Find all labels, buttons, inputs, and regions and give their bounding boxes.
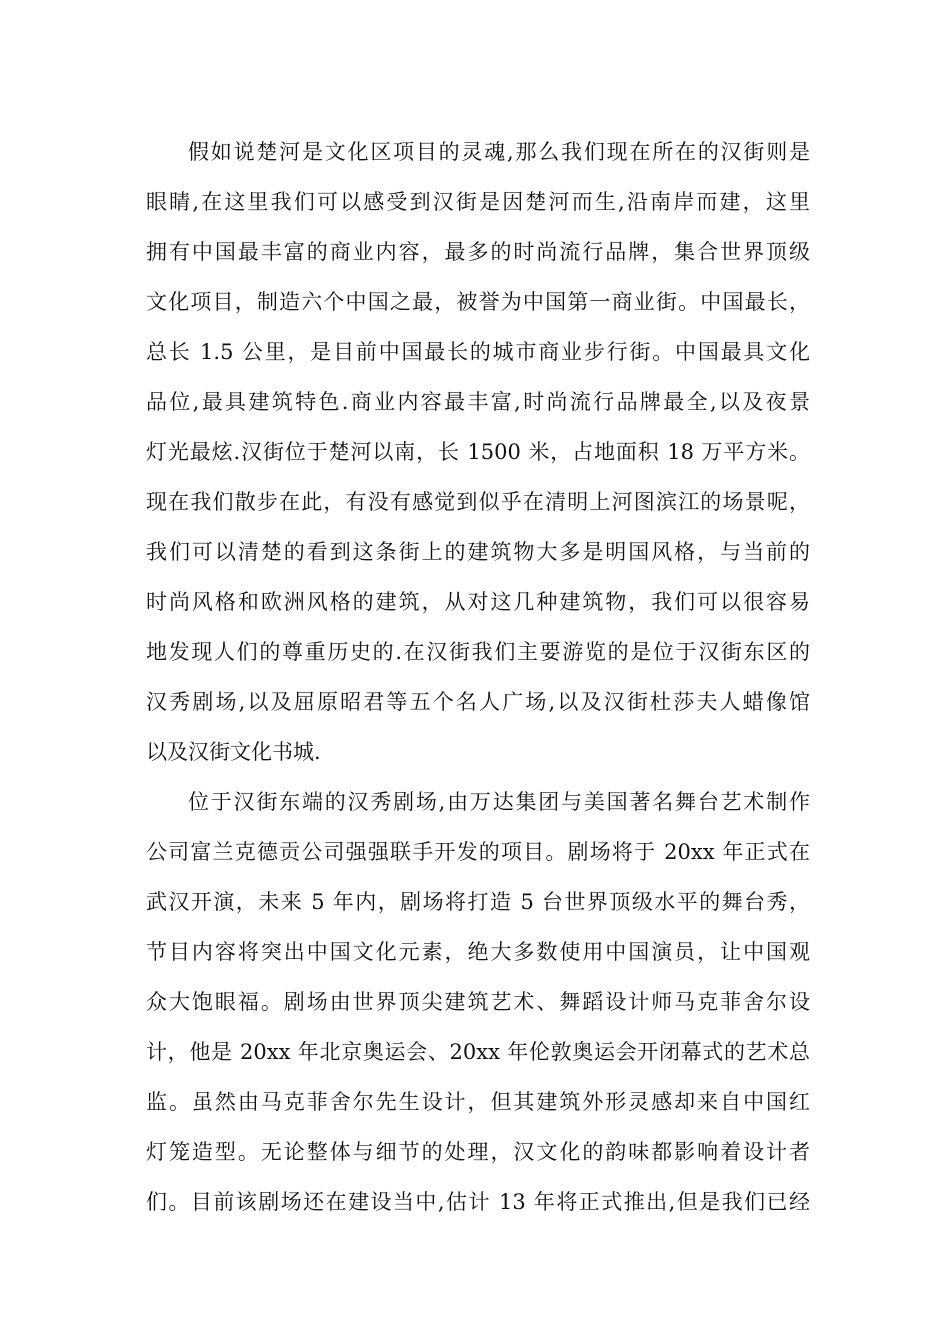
text-line: 武汉开演，未来 5 年内，剧场将打造 5 台世界顶级水平的舞台秀， xyxy=(146,890,810,914)
document-body xyxy=(146,134,810,1234)
text-line: 计，他是 20xx 年北京奥运会、20xx 年伦敦奥运会开闭幕式的艺术总 xyxy=(146,1040,810,1064)
text-line: 总长 1.5 公里，是目前中国最长的城市商业步行街。中国最具文化 xyxy=(146,340,810,364)
text-line: 文化项目，制造六个中国之最，被誉为中国第一商业街。中国最长， xyxy=(146,290,810,314)
paragraph-2 xyxy=(146,784,810,1234)
text-line: 地发现人们的尊重历史的.在汉街我们主要游览的是位于汉街东区的 xyxy=(146,640,810,664)
text-line: 位于汉街东端的汉秀剧场,由万达集团与美国著名舞台艺术制作 xyxy=(188,790,810,814)
text-line: 现在我们散步在此，有没有感觉到似乎在清明上河图滨江的场景呢， xyxy=(146,490,810,514)
text-line: 灯光最炫.汉街位于楚河以南，长 1500 米，占地面积 18 万平方米。 xyxy=(146,440,810,464)
text-line: 公司富兰克德贡公司强强联手开发的项目。剧场将于 20xx 年正式在 xyxy=(146,840,810,864)
text-line: 眼睛,在这里我们可以感受到汉街是因楚河而生,沿南岸而建，这里 xyxy=(146,190,810,214)
text-line: 汉秀剧场,以及屈原昭君等五个名人广场,以及汉街杜莎夫人蜡像馆 xyxy=(146,690,810,714)
text-line: 品位,最具建筑特色.商业内容最丰富,时尚流行品牌最全,以及夜景 xyxy=(146,390,810,414)
text-line: 们。目前该剧场还在建设当中,估计 13 年将正式推出,但是我们已经 xyxy=(146,1190,810,1214)
text-line: 时尚风格和欧洲风格的建筑，从对这几种建筑物，我们可以很容易 xyxy=(146,590,810,614)
text-line: 拥有中国最丰富的商业内容，最多的时尚流行品牌，集合世界顶级 xyxy=(146,240,810,264)
text-line: 假如说楚河是文化区项目的灵魂,那么我们现在所在的汉街则是 xyxy=(188,140,810,164)
text-line: 众大饱眼福。剧场由世界顶尖建筑艺术、舞蹈设计师马克菲舍尔设 xyxy=(146,990,810,1014)
text-line: 监。虽然由马克菲舍尔先生设计，但其建筑外形灵感却来自中国红 xyxy=(146,1090,810,1114)
text-line: 我们可以清楚的看到这条街上的建筑物大多是明国风格，与当前的 xyxy=(146,540,810,564)
paragraph-1 xyxy=(146,134,810,784)
text-line: 以及汉街文化书城. xyxy=(146,740,321,764)
text-line: 节目内容将突出中国文化元素，绝大多数使用中国演员，让中国观 xyxy=(146,940,810,964)
text-line: 灯笼造型。无论整体与细节的处理，汉文化的韵味都影响着设计者 xyxy=(146,1140,810,1164)
